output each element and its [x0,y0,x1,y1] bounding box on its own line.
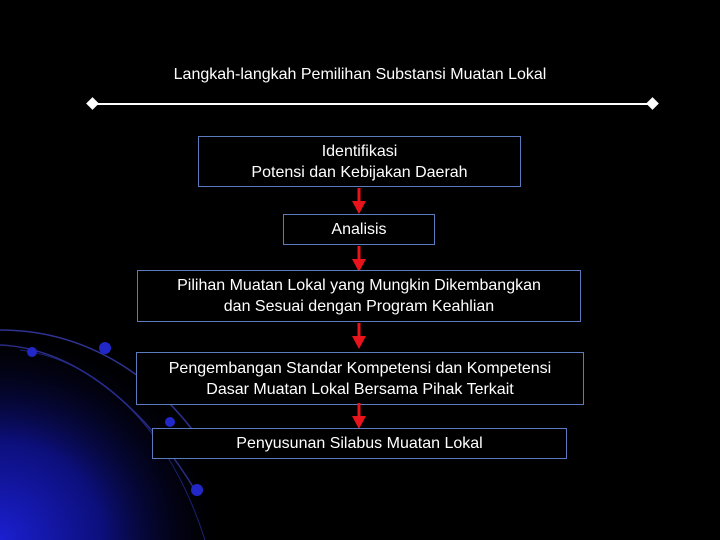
step-text-line: Potensi dan Kebijakan Daerah [251,163,468,181]
step-text-line: Pengembangan Standar Kompetensi dan Kompetensi [168,359,552,377]
step-text-line: Dasar Muatan Lokal Bersama Pihak Terkait [206,380,514,398]
step-text-line: Analisis [331,221,387,238]
decor-dot-2 [99,342,111,354]
decor-dot-1 [27,347,37,357]
decor-dot-3 [165,417,175,427]
step-penyusunan-silabus [152,428,567,459]
step-text-line: Pilihan Muatan Lokal yang Mungkin Dikembangkan [177,277,541,294]
step-pilihan-muatan-lokal [137,270,581,322]
step-text-line: Identifikasi [321,142,398,160]
title-divider [92,103,652,105]
step-text-line: dan Sesuai dengan Program Keahlian [223,298,495,315]
page-title: Langkah-langkah Pemilihan Substansi Muatan Lokal [173,66,547,83]
down-arrow-icon [352,246,366,272]
decor-dot-4 [191,484,203,496]
step-analisis [283,214,435,245]
step-identifikasi [198,136,521,187]
down-arrow-icon [352,188,366,214]
down-arrow-icon [352,403,366,429]
step-pengembangan-standar [136,352,584,405]
step-text-line: Penyusunan Silabus Muatan Lokal [236,435,483,452]
down-arrow-icon [352,323,366,349]
